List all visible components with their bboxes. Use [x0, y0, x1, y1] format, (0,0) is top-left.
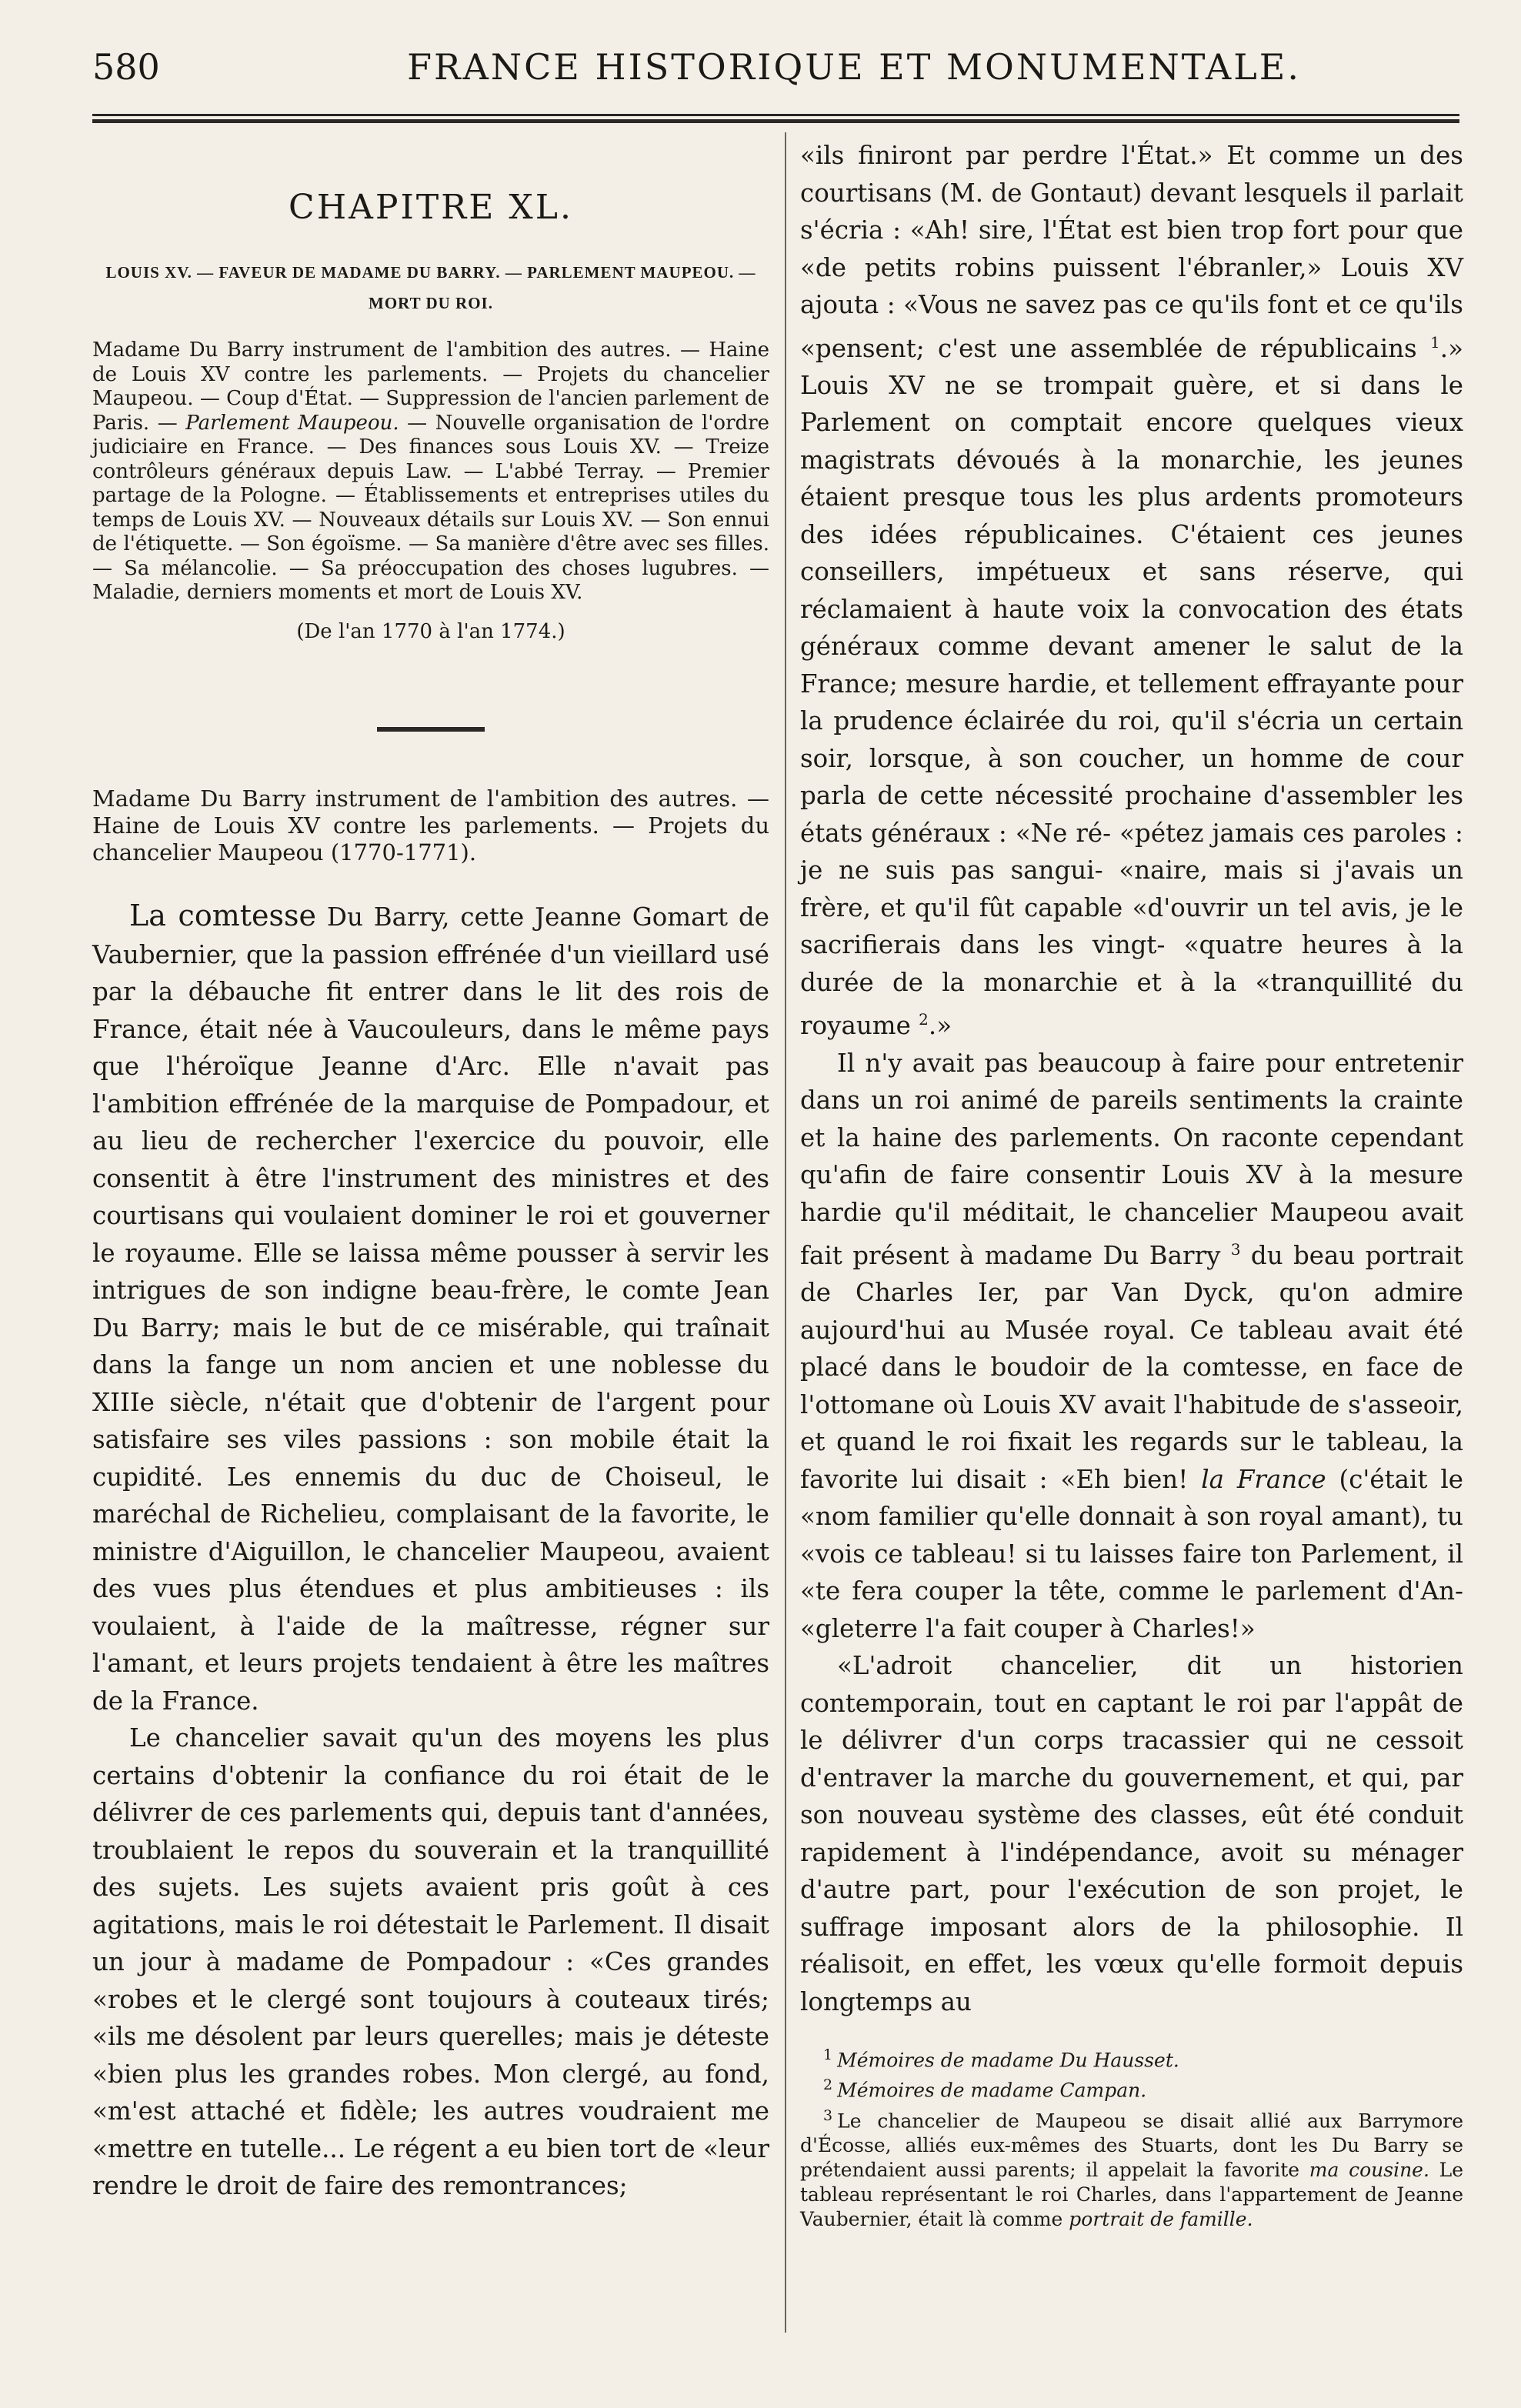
summary-text-a: Madame Du Barry instrument de l'ambition des autres. — Haine de Louis XV contre les parlements. — Projets du chancelier Maupeou. — Coup d'État. — Suppression de l'ancien parlement de Paris. —: [92, 339, 769, 435]
paragraph-1-text: Du Barry, cette Jeanne Gomart de Vaubernier, que la passion effrénée d'un vieillard usé par la débauche fit entrer dans le lit des rois de France, était née à Vaucouleurs, dans le même pays que l'héroïque Jeanne d'Arc. Elle n'avait pas l'ambition effrénée de la marquise de Pompadour, et au lieu de rechercher l'exercice du pouvoir, elle consentit à être l'instrument des ministres et des courtisans qui voulaient dominer le roi et gouverner le royaume. Elle se laissa même pousser à servir les intrigues de son indigne beau-frère, le comte Jean Du Barry; mais le but de ce misérable, qui traînait dans la fange un nom ancien et une noblesse du XIIIe siècle, n'était que d'obtenir de l'argent pour satisfaire ses viles passions : son mobile était la cupidité. Les ennemis du duc de Choiseul, le maréchal de Richelieu, complaisant de la favorite, le ministre d'Aiguillon, le chancelier Maupeou, avaient des vues plus étendues et plus ambitieuses : ils voulaient, à l'aide de la maîtresse, régner sur l'amant, et leurs projets tendaient à être les maîtres de la France.: [92, 902, 770, 1716]
paragraph-4-text-c: (c'était le «nom familier qu'elle donnait à son royal amant), tu «vois ce tableau! si tu laisses faire ton Parlement, il «te fera couper la tête, comme le parlement d'An- «gleterre l'a fait couper à Charles!»: [800, 1464, 1463, 1643]
summary-text-b: — Nouvelle organisation de l'ordre judiciaire en France. — Des finances sous Louis XV. — Treize contrôleurs généraux depuis Law. — L'abbé Terray. — Premier partage de la Pologne. — Établissements et entreprises utiles du temps de Louis XV. — Nouveaux détails sur Louis XV. — Son ennui de l'étiquette. — Son égoïsme. — Sa manière d'être avec ses filles. — Sa mélancolie. — Sa préoccupation des choses lugubres. — Maladie, derniers moments et mort de Louis XV.: [92, 411, 769, 604]
note-ref-3: 3: [1230, 1240, 1241, 1259]
section-summary: Madame Du Barry instrument de l'ambition des autres. — Haine de Louis XV contre les parlements. — Projets du chancelier Maupeou (1770-1771).: [92, 785, 769, 865]
header-rule-thick: [92, 119, 1459, 123]
paragraph-3: [800, 137, 1463, 1045]
footnote-2: [800, 2073, 1463, 2103]
page-number: 580: [92, 46, 160, 88]
footnotes: [800, 2043, 1463, 2232]
chapter-summary: [92, 339, 769, 605]
paragraph-3-text-b: .» Louis XV ne se trompait guère, et si dans le Parlement on comptait encore quelques vieux magistrats dévoués à la monarchie, les jeunes étaient presque tous les plus ardents promoteurs des idées républicaines. C'étaient ces jeunes conseillers, impétueux et sans réserve, qui réclamaient à haute voix la convocation des états généraux comme devant amener le salut de la France; mesure hardie, et tellement effrayante pour la prudence éclairée du roi, qu'il s'écria un certain soir, lorsque, à son coucher, un homme de cour parla de cette nécessité prochaine d'assembler les états généraux : «Ne ré- «pétez jamais ces paroles : je ne suis pas sangui- «naire, mais si j'avais un frère, et qu'il fût capable «d'ouvrir un tel avis, je le sacrifierais dans les vingt- «quatre heures à la durée de la monarchie et à la «tranquillité du royaume: [800, 333, 1463, 1041]
chapter-subtitle: LOUIS XV. — FAVEUR DE MADAME DU BARRY. — PARLEMENT MAUPEOU. — MORT DU ROI.: [105, 263, 756, 312]
header-double-rule: [92, 114, 1459, 123]
paragraph-5: «L'adroit chancelier, dit un historien contemporain, tout en captant le roi par l'appât de le délivrer d'un corps tracassier qui ne cessoit d'entraver la marche du gouvernement, et qui, par son nouveau système des classes, eût été conduit rapidement à l'indépendance, avoit su ménager d'autre part, pour l'exécution de son projet, le suffrage imposant alors de la philosophie. Il réalisoit, en effet, les vœux qu'elle formoit depuis longtemps au: [800, 1651, 1463, 2016]
left-column: [92, 132, 769, 2205]
footnote-1: [800, 2043, 1463, 2073]
footnote-2-text: Mémoires de madame Campan.: [837, 2079, 1147, 2102]
footnote-3-number: 3: [823, 2106, 833, 2124]
paragraph-4-italic: la France: [1201, 1464, 1326, 1494]
paragraph-3-text-c: .»: [928, 1011, 952, 1041]
footnote-3: [800, 2103, 1463, 2232]
footnote-3-italic: ma cousine.: [1309, 2158, 1429, 2181]
footnote-2-number: 2: [823, 2076, 833, 2094]
note-ref-1: 1: [1430, 332, 1440, 352]
footnote-3-text-b: Le tableau représentant le roi Charles, dans l'appartement de Jeanne Vaubernier, était là comme: [800, 2158, 1464, 2230]
chapter-title: CHAPITRE XL.: [289, 188, 573, 227]
right-column: [800, 137, 1463, 2020]
paragraph-1-lead: La comtesse: [129, 899, 316, 932]
running-title: FRANCE HISTORIQUE ET MONUMENTALE.: [407, 46, 1301, 88]
paragraph-2: Le chancelier savait qu'un des moyens les plus certains d'obtenir la confiance du roi était de le délivrer de ces parlements qui, depuis tant d'années, troublaient le repos du souverain et la tranquillité des sujets. Les sujets avaient pris goût à ces agitations, mais le roi détestait le Parlement. Il disait un jour à madame de Pompadour : «Ces grandes «robes et le clergé sont toujours à couteaux tirés; «ils me désolent par leurs querelles; mais je déteste «bien plus les grandes robes. Mon clergé, au fond, «m'est attaché et fidèle; les autres voudraient me «mettre en tutelle... Le régent a eu bien tort de «leur rendre le droit de faire des remontrances;: [92, 1723, 769, 2200]
paragraph-4: [800, 1045, 1463, 1648]
footnote-1-number: 1: [823, 2046, 833, 2063]
paragraph-3-text-a: «ils finiront par perdre l'État.» Et comme un des courtisans (M. de Gontaut) devant lesquels il parlait s'écria : «Ah! sire, l'État est bien trop fort pour que «de petits robins puissent l'ébranler,» Louis XV ajouta : «Vous ne savez pas ce qu'ils font et ce qu'ils «pensent; c'est une assemblée de républicains: [800, 141, 1463, 363]
section-rule: [377, 727, 485, 732]
header-rule-thin: [92, 114, 1459, 116]
footnote-3-text-a: Le chancelier de Maupeou se disait allié aux Barrymore d'Écosse, alliés eux-mêmes des Stuarts, dont les Du Barry se prétendaient aussi parents; il appelait la favorite: [800, 2109, 1463, 2181]
paragraph-4-text-a: Il n'y avait pas beaucoup à faire pour entretenir dans un roi animé de pareils sentiments la crainte et la haine des parlements. On raconte cependant qu'afin de faire consentir Louis XV à la mesure hardie qu'il méditait, le chancelier Maupeou avait fait présent à madame Du Barry: [800, 1048, 1463, 1270]
running-head: [92, 46, 1459, 92]
footnote-3-italic-2: portrait de famille.: [1069, 2207, 1253, 2230]
footnote-1-text: Mémoires de madame Du Hausset.: [837, 2049, 1179, 2072]
paragraph-4-text-b: du beau portrait de Charles Ier, par Van Dyck, qu'on admire aujourd'hui au Musée royal. Ce tableau avait été placé dans le boudoir de la comtesse, en face de l'ottomane où Louis XV avait l'habitude de s'asseoir, et quand le roi fixait les regards sur le tableau, la favorite lui disait : «Eh bien!: [800, 1240, 1463, 1494]
paragraph-1: [92, 897, 769, 1719]
column-divider: [785, 132, 786, 2333]
note-ref-2: 2: [919, 1010, 929, 1029]
chapter-dates: (De l'an 1770 à l'an 1774.): [296, 619, 565, 643]
summary-italic: Parlement Maupeou.: [185, 411, 399, 435]
